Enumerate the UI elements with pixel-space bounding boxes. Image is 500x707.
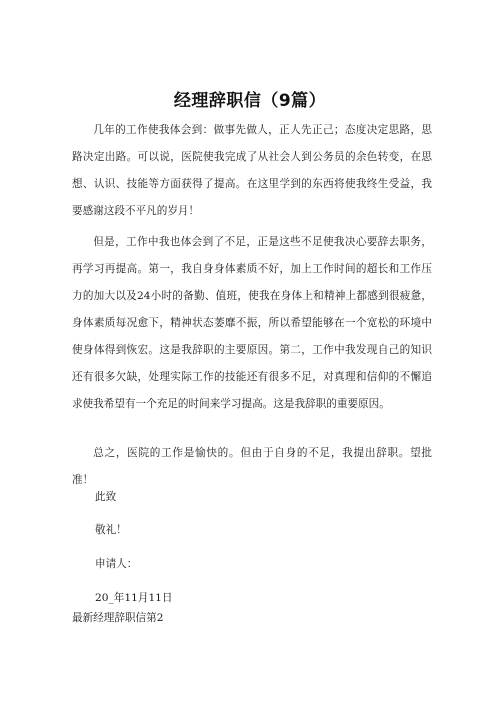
paragraph-gratitude: 几年的工作使我体会到：做事先做人，正人先正己；态度决定思路，思路决定出路。可以说，医院使我完成了从社会人到公务员的余色转变，在思想、认识、技能等方面获得了提高。在这里学到的东西将使我终生受益，我要感谢这段不平凡的岁月！ xyxy=(72,124,432,217)
document-title: 经理辞职信（9篇） xyxy=(173,91,327,111)
paragraph-conclusion: 总之，医院的工作是愉快的。但由于自身的不足，我提出辞职。望批准！ xyxy=(72,447,432,486)
applicant-label: 申请人： xyxy=(95,558,138,570)
date-text: 20_年11月11日 xyxy=(95,592,173,604)
closing-text: 此致 xyxy=(95,491,117,503)
salute-text: 敬礼！ xyxy=(95,524,127,536)
next-section-heading: 最新经理辞职信第2 xyxy=(72,612,164,624)
paragraph-reasons: 但是，工作中我也体会到了不足，正是这些不足使我决心要辞去职务，再学习再提高。第一，我自身身体素质不好，加上工作时间的超长和工作压力的加大以及24小时的备勤、值班，使我在身体上和精神上都感到很疲惫，身体素质每况愈下，精神状态萎靡不振，所以希望能够在一个宽松的环境中使身体得到恢宏。这是我辞职的主要原因。第二，工作中我发现自己的知识还有很多欠缺，处理实际工作的技能还有很多不足，对真理和信仰的不懈追求使我希望有一个充足的时间来学习提高。这是我辞职的重要原因。 xyxy=(72,236,432,410)
